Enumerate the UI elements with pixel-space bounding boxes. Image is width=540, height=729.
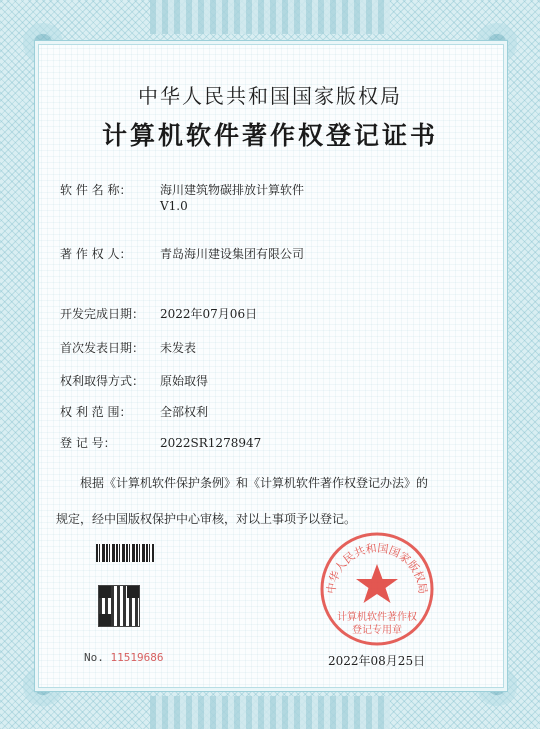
seal-outer-text: 中华人民共和国国家版权局 [324,541,430,595]
field-completion-date [60,306,258,322]
serial-number [84,651,163,664]
barcode [96,544,154,562]
statement-line-1: 根据《计算机软件保护条例》和《计算机软件著作权登记办法》的 [80,476,429,490]
field-registration-no [60,435,262,451]
field-scope [60,404,209,420]
completion-date-value: 2022年07月06日 [160,307,258,321]
field-label: 登 记 号： [60,436,116,450]
owner-value: 青岛海川建设集团有限公司 [160,247,305,261]
official-seal [318,530,436,648]
qr-code [99,586,139,626]
field-owner [60,246,305,262]
field-label: 权利取得方式： [60,374,145,388]
field-label: 开发完成日期： [60,307,145,321]
seal-star [356,564,398,603]
acquisition-value: 原始取得 [160,374,209,388]
field-label: 权 利 范 围： [60,405,132,419]
field-first-publish-date [60,340,197,356]
bottom-ornament-band [150,696,390,729]
first-publish-date-value: 未发表 [160,341,197,355]
serial-digits: 11519686 [110,651,164,664]
issuer-title: 中华人民共和国国家版权局 [138,84,402,108]
statement-line-2: 规定，经中国版权保护中心审核，对以上事项予以登记。 [56,512,357,526]
registration-no-value: 2022SR1278947 [160,436,262,450]
software-name-value: 海川建筑物碳排放计算软件 [160,183,305,197]
field-label: 软 件 名 称： [60,183,132,197]
software-version-value: V1.0 [160,199,188,213]
top-ornament-band [150,0,390,34]
seal-inner-line-1: 计算机软件著作权 [337,612,417,623]
field-label: 著 作 权 人： [60,247,132,261]
field-label: 首次发表日期： [60,341,145,355]
certificate-title: 计算机软件著作权登记证书 [101,121,438,150]
serial-prefix: No. [84,651,104,664]
issue-date: 2022年08月25日 [328,654,426,668]
seal-inner-line-2: 登记专用章 [352,625,402,636]
scope-value: 全部权利 [160,405,209,419]
field-software-name [60,182,305,213]
field-acquisition [60,373,209,389]
